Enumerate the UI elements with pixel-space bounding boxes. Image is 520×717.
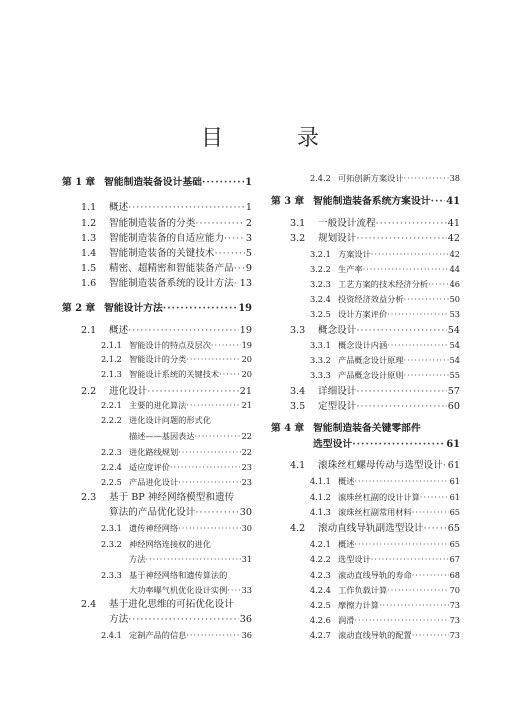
toc-entry-page: 53	[449, 309, 460, 319]
toc-dot-leader	[412, 506, 449, 519]
toc-entry-title: 基于进化思维的可拓优化设计	[109, 599, 234, 610]
toc-entry-title: 滚珠丝杠副的设计计算	[338, 492, 420, 502]
toc-entry	[271, 247, 460, 261]
toc-entry-page: 44	[449, 264, 460, 274]
toc-entry	[271, 458, 460, 472]
toc-entry	[62, 413, 252, 427]
toc-entry-number: 4.2.3	[310, 570, 331, 580]
toc-entry-number: 2.1.1	[101, 340, 122, 350]
toc-dot-leader	[195, 217, 245, 230]
toc-entry	[62, 200, 252, 214]
toc-dot-leader	[387, 308, 448, 321]
toc-entry-page: 42	[449, 249, 460, 259]
toc-entry-number: 4.2	[290, 523, 306, 534]
toc-entry	[62, 490, 252, 504]
toc-entry-title: 算法的产品优化设计	[109, 507, 196, 518]
toc-entry-number: 1.1	[81, 202, 97, 213]
toc-entry-page: 5	[245, 248, 252, 259]
toc-entry-number: 3.3.1	[310, 340, 331, 350]
toc-entry-number: 第 2 章	[62, 303, 96, 314]
toc-entry-title: 精密、超精密和智能装备产品	[109, 263, 234, 274]
toc-entry	[62, 246, 252, 260]
toc-entry	[62, 301, 252, 315]
toc-entry-title: 智能设计的分类	[129, 354, 187, 364]
toc-entry-page: 73	[449, 630, 460, 640]
toc-entry-number: 4.1.3	[310, 507, 331, 517]
toc-entry-page: 61	[449, 476, 460, 486]
toc-entry-page: 30	[239, 507, 252, 518]
toc-dot-leader	[128, 201, 245, 214]
toc-dot-leader	[387, 584, 448, 597]
toc-dot-leader	[354, 614, 448, 627]
toc-entry	[62, 537, 252, 551]
toc-entry-page: 46	[449, 279, 460, 289]
toc-dot-leader	[178, 476, 240, 489]
toc-entry-page: 54	[449, 355, 460, 365]
toc-entry-page: 42	[447, 233, 460, 244]
toc-dot-leader	[227, 584, 240, 597]
toc-entry	[271, 552, 460, 566]
toc-dot-leader	[412, 629, 449, 642]
toc-entry	[62, 367, 252, 381]
toc-entry-page: 38	[449, 173, 460, 183]
toc-entry-title: 润滑	[338, 615, 355, 625]
toc-entry-number: 2.1	[81, 325, 97, 336]
toc-entry	[271, 505, 460, 519]
page-title: 目 录	[200, 126, 345, 151]
toc-entry-title: 遗传神经网络	[129, 523, 179, 533]
toc-entry	[62, 175, 252, 189]
toc-entry-number: 4.2.1	[310, 539, 331, 549]
toc-dot-leader	[404, 354, 449, 367]
toc-entry-title: 智能设计系统的关键技术	[129, 369, 220, 379]
toc-entry-number: 4.1.2	[310, 492, 331, 502]
toc-dot-leader	[404, 172, 449, 185]
toc-dot-leader	[219, 368, 241, 381]
toc-entry-title: 一般设计流程	[318, 218, 376, 229]
toc-dot-leader	[178, 522, 240, 535]
toc-entry	[271, 384, 460, 398]
toc-entry	[62, 612, 252, 626]
toc-entry-page: 20	[241, 369, 252, 379]
toc-entry-number: 1.6	[81, 278, 97, 289]
toc-dot-leader	[186, 629, 240, 642]
toc-entry-number: 3.4	[290, 386, 306, 397]
toc-dot-leader	[211, 339, 241, 352]
toc-entry-page: 67	[449, 554, 460, 564]
toc-entry-title: 方案设计	[338, 249, 371, 259]
toc-dot-leader	[387, 339, 448, 352]
toc-entry-number: 3.2.5	[310, 309, 331, 319]
toc-entry-title: 方法	[109, 614, 129, 625]
toc-entry-title: 智能制造装备的关键技术	[109, 248, 215, 259]
toc-entry-number: 4.2.6	[310, 615, 331, 625]
toc-entry-title: 滚珠丝杠副常用材料	[338, 507, 412, 517]
toc-dot-leader	[412, 569, 449, 582]
toc-dot-leader	[354, 538, 448, 551]
toc-entry-page: 57	[447, 386, 460, 397]
toc-entry-title: 定型设计	[318, 401, 357, 412]
toc-dot-leader	[424, 522, 447, 535]
toc-entry-number: 2.2.3	[101, 447, 122, 457]
toc-entry-number: 2.2.1	[101, 400, 122, 410]
toc-entry	[271, 474, 460, 488]
toc-entry-title: 智能制造装备关键零部件	[313, 423, 421, 434]
toc-dot-leader	[128, 324, 239, 337]
toc-entry-title: 智能设计方法	[104, 303, 163, 314]
toc-dot-leader	[363, 263, 449, 276]
toc-entry-title: 滚动直线导轨的配置	[338, 630, 412, 640]
toc-entry	[271, 307, 460, 321]
toc-dot-leader	[354, 475, 448, 488]
toc-entry-title: 智能制造装备的自适应能力	[109, 233, 225, 244]
toc-entry-number: 3.3.2	[310, 355, 331, 365]
toc-entry-title: 摩擦力计算	[338, 600, 379, 610]
toc-entry-title: 滚动直线导轨的寿命	[338, 570, 412, 580]
toc-entry-number: 2.4	[81, 599, 97, 610]
toc-dot-leader	[186, 353, 240, 366]
toc-entry-title: 规划设计	[318, 233, 357, 244]
toc-entry-page: 31	[241, 554, 252, 564]
toc-entry	[62, 384, 252, 398]
toc-dot-leader	[376, 217, 447, 230]
toc-entry-page: 23	[241, 462, 252, 472]
toc-entry-number: 4.2.4	[310, 585, 331, 595]
toc-entry	[62, 521, 252, 535]
toc-entry-number: 4.2.5	[310, 600, 331, 610]
toc-entry-title: 设计方案评价	[338, 309, 388, 319]
toc-dot-leader	[147, 385, 238, 398]
toc-entry-page: 36	[239, 614, 252, 625]
toc-dot-leader	[371, 553, 449, 566]
toc-entry	[62, 352, 252, 366]
toc-entry-title: 智能制造装备系统方案设计	[313, 196, 431, 207]
toc-entry-number: 2.2	[81, 386, 97, 397]
toc-entry	[62, 475, 252, 489]
toc-entry	[62, 460, 252, 474]
toc-entry	[62, 429, 252, 443]
toc-entry-page: 9	[245, 263, 252, 274]
toc-entry	[271, 399, 460, 413]
toc-dot-leader	[195, 430, 241, 443]
toc-entry	[271, 598, 460, 612]
toc-entry-page: 1	[245, 202, 252, 213]
toc-entry-number: 2.3.2	[101, 539, 122, 549]
toc-dot-leader	[170, 461, 241, 474]
toc-entry	[271, 421, 460, 435]
toc-entry	[62, 583, 252, 597]
toc-entry	[271, 583, 460, 597]
toc-dot-leader	[356, 385, 446, 398]
toc-entry-title: 滚动直线导轨副选型设计	[318, 523, 424, 534]
toc-entry-page: 65	[449, 507, 460, 517]
toc-dot-leader	[128, 613, 239, 626]
toc-entry-title: 神经网络连接权的进化	[129, 539, 211, 549]
toc-entry-number: 3.3.3	[310, 370, 331, 380]
toc-entry-number: 4.1	[290, 460, 306, 471]
toc-dot-leader	[224, 232, 245, 245]
toc-entry-number: 3.5	[290, 401, 306, 412]
toc-entry-number: 第 1 章	[62, 177, 96, 188]
toc-entry	[271, 171, 460, 185]
toc-entry-page: 36	[241, 630, 252, 640]
toc-entry-title: 工作负载计算	[338, 585, 388, 595]
toc-entry-title: 选型设计	[338, 554, 371, 564]
toc-entry-page: 1	[245, 177, 252, 188]
toc-entry	[62, 338, 252, 352]
toc-entry-number: 1.5	[81, 263, 97, 274]
toc-entry-title: 选型设计	[313, 439, 353, 450]
toc-entry-page: 61	[446, 439, 460, 450]
toc-entry-title: 概述	[109, 202, 129, 213]
toc-entry-number: 3.3	[290, 325, 306, 336]
toc-dot-leader	[371, 248, 449, 261]
toc-entry-title: 产品进化设计	[129, 477, 179, 487]
toc-entry-title: 智能制造装备系统的设计方法	[109, 278, 234, 289]
toc-entry	[271, 323, 460, 337]
toc-entry-number: 2.3.1	[101, 523, 122, 533]
toc-dot-leader	[428, 278, 449, 291]
toc-entry-title: 工艺方案的技术经济分析	[338, 279, 429, 289]
toc-dot-leader	[215, 247, 245, 260]
toc-entry	[271, 353, 460, 367]
toc-entry-number: 2.2.4	[101, 462, 122, 472]
toc-entry-title: 详细设计	[318, 386, 357, 397]
toc-entry	[62, 568, 252, 582]
toc-entry-page: 21	[241, 400, 252, 410]
toc-entry-page: 22	[241, 431, 252, 441]
toc-entry-number: 4.2.7	[310, 630, 331, 640]
toc-entry-number: 3.2.2	[310, 264, 331, 274]
toc-entry-title: 产品概念设计原则	[338, 370, 404, 380]
toc-dot-leader	[234, 262, 245, 275]
toc-entry	[271, 537, 460, 551]
toc-entry-page: 61	[447, 460, 460, 471]
toc-entry-page: 13	[239, 278, 252, 289]
toc-entry-number: 2.3.3	[101, 570, 122, 580]
toc-entry	[271, 231, 460, 245]
toc-entry-page: 50	[449, 294, 460, 304]
toc-entry-title: 定制产品的信息	[129, 630, 187, 640]
toc-entry	[62, 445, 252, 459]
toc-entry-page: 33	[241, 585, 252, 595]
toc-entry-page: 23	[241, 477, 252, 487]
toc-entry-title: 可拓创新方案设计	[338, 173, 404, 183]
toc-entry	[62, 231, 252, 245]
toc-entry-page: 54	[449, 340, 460, 350]
toc-entry-title: 进化设计问题的形式化	[129, 415, 211, 425]
toc-entry	[271, 613, 460, 627]
toc-entry-page: 61	[449, 492, 460, 502]
toc-entry-page: 41	[447, 218, 460, 229]
toc-dot-leader	[379, 599, 449, 612]
toc-entry-number: 2.1.2	[101, 354, 122, 364]
toc-entry-page: 2	[245, 218, 252, 229]
toc-entry-number: 2.2.5	[101, 477, 122, 487]
toc-entry-number: 3.2.4	[310, 294, 331, 304]
toc-entry-page: 65	[447, 523, 460, 534]
toc-entry-number: 2.4.1	[101, 630, 122, 640]
toc-entry	[62, 398, 252, 412]
toc-entry-number: 4.1.1	[310, 476, 331, 486]
toc-entry-page: 70	[449, 585, 460, 595]
toc-entry-number: 第 3 章	[271, 196, 305, 207]
toc-entry	[62, 597, 252, 611]
toc-dot-leader	[356, 324, 446, 337]
toc-dot-leader	[145, 553, 240, 566]
toc-entry-page: 65	[449, 539, 460, 549]
toc-entry-title: 智能设计的特点及层次	[129, 340, 211, 350]
toc-dot-leader	[178, 446, 240, 459]
toc-entry-title: 基于 BP 神经网络模型和遗传	[109, 492, 235, 503]
toc-entry-page: 22	[241, 447, 252, 457]
toc-dot-leader	[186, 399, 240, 412]
toc-entry-title: 智能制造装备的分类	[109, 218, 196, 229]
toc-entry-title: 适应度评价	[129, 462, 170, 472]
toc-entry	[62, 628, 252, 642]
toc-entry-page: 73	[449, 600, 460, 610]
toc-entry-title: 概述	[109, 325, 129, 336]
toc-entry-page: 54	[447, 325, 460, 336]
toc-entry-title: 投资经济效益分析	[338, 294, 404, 304]
toc-dot-leader	[202, 176, 244, 189]
toc-entry-number: 2.1.3	[101, 369, 122, 379]
toc-entry	[271, 216, 460, 230]
toc-entry-page: 41	[446, 196, 460, 207]
toc-entry-title: 方法	[129, 554, 146, 564]
toc-dot-leader	[420, 491, 449, 504]
toc-entry	[271, 277, 460, 291]
toc-entry-page: 73	[449, 615, 460, 625]
toc-entry	[62, 552, 252, 566]
toc-entry	[271, 437, 460, 451]
toc-entry-title: 产品概念设计原理	[338, 355, 404, 365]
toc-entry-page: 55	[449, 370, 460, 380]
toc-entry	[62, 216, 252, 230]
toc-entry-title: 基于神经网络和遗传算法的	[129, 570, 228, 580]
toc-dot-leader	[356, 232, 446, 245]
toc-entry	[271, 292, 460, 306]
toc-entry-title: 进化设计	[109, 386, 148, 397]
toc-entry-number: 3.2.3	[310, 279, 331, 289]
toc-entry-number: 1.3	[81, 233, 97, 244]
toc-entry-number: 第 4 章	[271, 423, 305, 434]
toc-entry	[271, 521, 460, 535]
toc-entry-title: 大功率曝气机优化设计实例	[129, 585, 228, 595]
toc-entry-number: 1.4	[81, 248, 97, 259]
toc-entry	[271, 338, 460, 352]
toc-entry-title: 滚珠丝杠螺母传动与选型设计	[318, 460, 443, 471]
toc-dot-leader	[404, 369, 449, 382]
toc-entry-title: 主要的进化算法	[129, 400, 187, 410]
toc-dot-leader	[404, 293, 449, 306]
toc-entry-title: 进化路线规划	[129, 447, 179, 457]
toc-entry-title: 概述	[338, 476, 355, 486]
toc-entry-page: 3	[245, 233, 252, 244]
toc-dot-leader	[431, 195, 446, 208]
toc-entry-number: 2.2.2	[101, 415, 122, 425]
toc-entry-page: 68	[449, 570, 460, 580]
toc-entry-number: 1.2	[81, 218, 97, 229]
toc-entry-page: 60	[447, 401, 460, 412]
toc-entry-title: 概述	[338, 539, 355, 549]
toc-entry-page: 19	[241, 340, 252, 350]
toc-entry-number: 3.2.1	[310, 249, 331, 259]
toc-entry-number: 2.3	[81, 492, 97, 503]
toc-entry-page: 30	[241, 523, 252, 533]
toc-entry	[271, 194, 460, 208]
toc-entry	[62, 276, 252, 290]
toc-entry	[271, 262, 460, 276]
toc-entry	[271, 368, 460, 382]
toc-dot-leader	[163, 302, 238, 315]
toc-entry-page: 20	[241, 354, 252, 364]
toc-entry-title: 生产率	[338, 264, 363, 274]
toc-dot-leader	[356, 400, 446, 413]
toc-entry-title: 描述——基因表达	[129, 431, 195, 441]
toc-entry	[62, 323, 252, 337]
toc-dot-leader	[352, 438, 445, 451]
toc-entry	[271, 568, 460, 582]
toc-entry	[62, 505, 252, 519]
toc-entry-page: 19	[238, 303, 252, 314]
toc-entry-number: 3.2	[290, 233, 306, 244]
toc-dot-leader	[195, 506, 238, 519]
toc-entry	[271, 628, 460, 642]
toc-entry-number: 4.2.2	[310, 554, 331, 564]
toc-entry-page: 21	[239, 386, 252, 397]
toc-entry-number: 2.4.2	[310, 173, 331, 183]
toc-entry	[62, 261, 252, 275]
toc-entry-title: 概念设计	[318, 325, 357, 336]
toc-entry-title: 智能制造装备设计基础	[104, 177, 202, 188]
toc-entry	[271, 490, 460, 504]
toc-entry-number: 3.1	[290, 218, 306, 229]
toc-entry-page: 19	[239, 325, 252, 336]
toc-entry-title: 概念设计内涵	[338, 340, 388, 350]
